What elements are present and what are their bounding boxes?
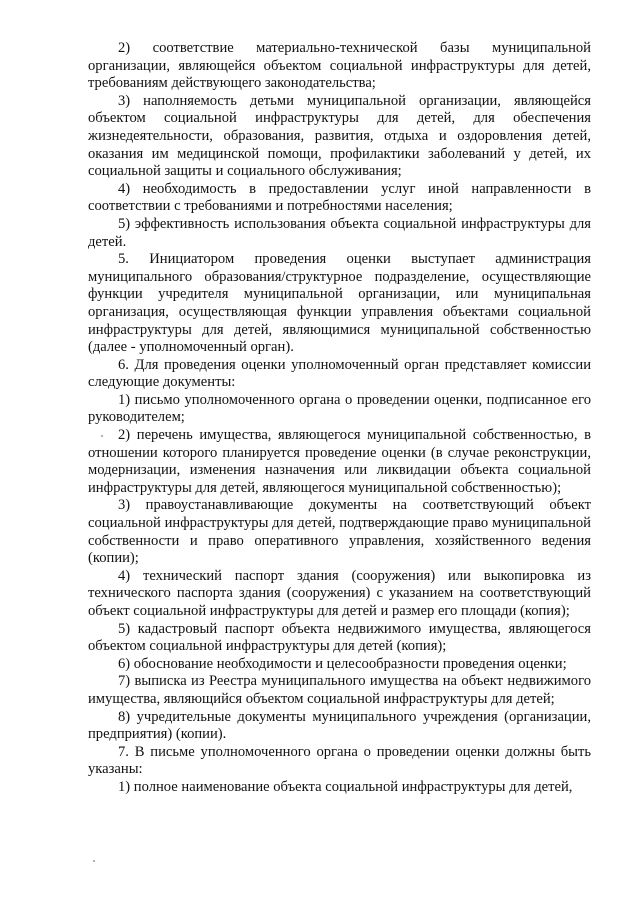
section-6-documents: 6. Для проведения оценки уполномоченный орган представляет комиссии следующие документы:	[88, 356, 591, 391]
scan-speck	[93, 860, 95, 862]
doc-item-8-founding-documents: 8) учредительные документы муниципального учреждения (организации, предприятия) (копии).	[88, 708, 591, 743]
doc-item-5-cadastral-passport: 5) кадастровый паспорт объекта недвижимого имущества, являющегося объектом социальной инфраструктуры для детей (копия);	[88, 620, 591, 655]
doc-item-4-technical-passport: 4) технический паспорт здания (сооружения) или выкопировка из технического паспорта здания (сооружения) с указанием на соответствующий объект социальной инфраструктуры для детей и размер его площади (копия);	[88, 567, 591, 619]
document-page	[88, 40, 591, 797]
list-item-2-material-base: 2) соответствие материально-технической базы муниципальной организации, являющейся объектом социальной инфраструктуры для детей, требованиям действующего законодательства;	[88, 40, 591, 92]
scan-speck	[101, 435, 103, 437]
doc-item-2-property-list: 2) перечень имущества, являющегося муниципальной собственностью, в отношении которого планируется проведение оценки (в случае реконструкции, модернизации, изменения назначения или ликвидации объекта социальной инфраструктуры для детей, являющегося муниципальной собственностью);	[88, 427, 591, 496]
letter-item-1-full-name: 1) полное наименование объекта социальной инфраструктуры для детей,	[118, 778, 573, 795]
list-item-3-occupancy: 3) наполняемость детьми муниципальной организации, являющейся объектом социальной инфраструктуры для детей, для обеспечения жизнедеятельности, образования, развития, отдыха и оздоровления детей, оказания им медицинской помощи, профилактики заболеваний у детей, их социальной защиты и социального обслуживания;	[88, 92, 591, 180]
section-5-initiator: 5. Инициатором проведения оценки выступает администрация муниципального образования/структурное подразделение, осуществляющие функции учредителя муниципальной организации, или муниципальная организация, осуществляющая функции управления объектами социальной инфраструктуры для детей, являющимися муниципальной собственностью (далее - уполномоченный орган).	[88, 251, 591, 356]
doc-item-1-letter: 1) письмо уполномоченного органа о проведении оценки, подписанное его руководителем;	[88, 391, 591, 426]
doc-item-3-title-documents: 3) правоустанавливающие документы на соответствующий объект социальной инфраструктуры для детей, подтверждающие право муниципальной собственности и право оперативного управления, хозяйственного ведения (копии);	[88, 497, 591, 567]
list-item-4-other-services: 4) необходимость в предоставлении услуг иной направленности в соответствии с требованиями и потребностями населения;	[88, 180, 591, 215]
doc-item-7-registry-extract: 7) выписка из Реестра муниципального имущества на объект недвижимого имущества, являющийся объектом социальной инфраструктуры для детей;	[88, 673, 591, 707]
doc-item-6-justification: 6) обоснование необходимости и целесообразности проведения оценки;	[118, 655, 567, 672]
list-item-5-efficiency: 5) эффективность использования объекта социальной инфраструктуры для детей.	[88, 215, 591, 250]
section-7-letter-contents: 7. В письме уполномоченного органа о проведении оценки должны быть указаны:	[88, 743, 591, 778]
